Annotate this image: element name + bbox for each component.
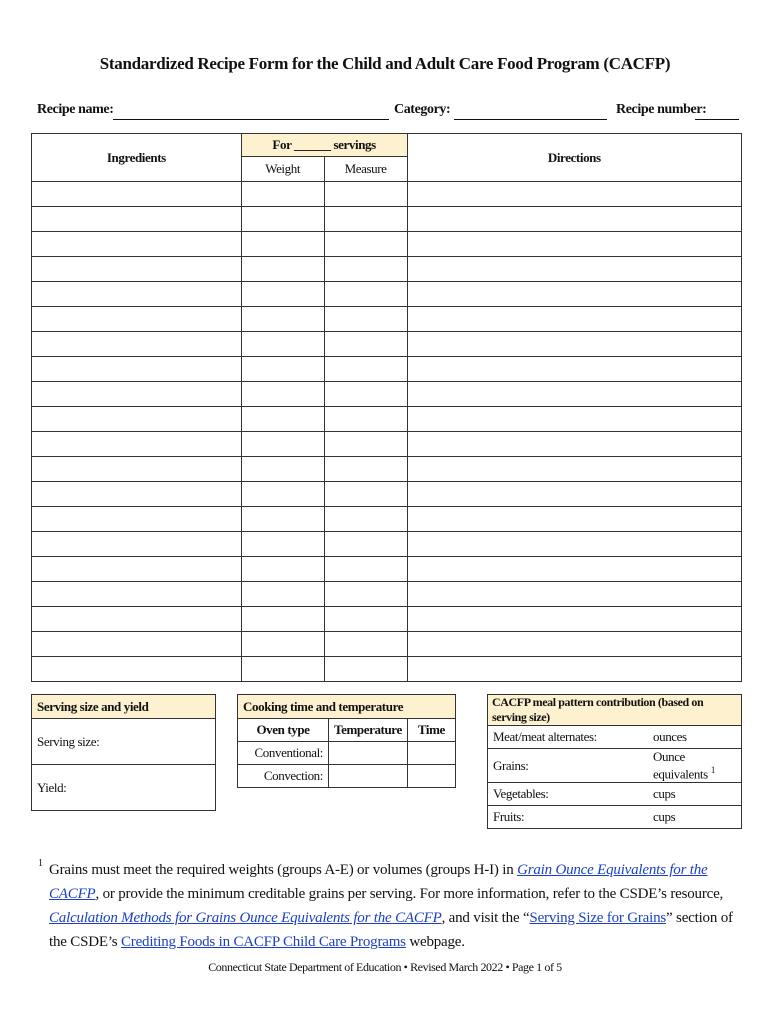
footnote-ref: 1 [710, 765, 715, 775]
measure-cell[interactable] [324, 282, 407, 307]
weight-cell[interactable] [241, 432, 324, 457]
directions-cell[interactable] [407, 507, 741, 532]
measure-cell[interactable] [324, 207, 407, 232]
directions-cell[interactable] [407, 382, 741, 407]
measure-cell[interactable] [324, 332, 407, 357]
meal-pattern-box [487, 694, 742, 829]
ingredient-cell[interactable] [32, 482, 242, 507]
ingredient-row [32, 482, 742, 507]
cooking-box [237, 694, 456, 788]
meal-pattern-row [488, 726, 742, 749]
meal-pattern-unit-text: ounces [653, 729, 687, 744]
meal-pattern-unit[interactable] [648, 726, 742, 749]
weight-cell[interactable] [241, 382, 324, 407]
ingredient-row [32, 457, 742, 482]
ingredient-cell[interactable] [32, 357, 242, 382]
ingredients-table [31, 133, 742, 682]
ingredient-cell[interactable] [32, 282, 242, 307]
meal-pattern-unit-text: cups [653, 786, 676, 802]
meal-pattern-unit[interactable] [648, 749, 742, 783]
ingredients-header: Ingredients [32, 134, 242, 182]
weight-cell[interactable] [241, 232, 324, 257]
ingredient-cell[interactable] [32, 557, 242, 582]
ingredient-row [32, 357, 742, 382]
yield-label[interactable]: Yield: [32, 765, 216, 811]
ingredient-row [32, 532, 742, 557]
weight-cell[interactable] [241, 307, 324, 332]
footnote-text-3: , and visit the “ [441, 910, 530, 926]
category-field[interactable] [454, 119, 607, 120]
directions-cell[interactable] [407, 232, 741, 257]
measure-header: Measure [324, 157, 407, 182]
directions-cell[interactable] [407, 432, 741, 457]
meal-pattern-unit-text: cups [653, 809, 676, 825]
weight-cell[interactable] [241, 332, 324, 357]
measure-cell[interactable] [324, 557, 407, 582]
weight-cell[interactable] [241, 207, 324, 232]
ingredient-row [32, 607, 742, 632]
ingredient-row [32, 632, 742, 657]
directions-cell[interactable] [407, 407, 741, 432]
ingredient-cell[interactable] [32, 407, 242, 432]
meal-pattern-header: CACFP meal pattern contribution (based on serving size) [488, 695, 742, 726]
grain-ounce-equivalents-link[interactable]: Grain Ounce Equivalents for the CACFP [49, 862, 708, 902]
meal-pattern-row [488, 783, 742, 806]
category-label: Category: [394, 102, 451, 117]
directions-cell[interactable] [407, 482, 741, 507]
meal-pattern-label: Meat/meat alternates: [488, 726, 649, 749]
weight-cell[interactable] [241, 482, 324, 507]
ingredient-row [32, 507, 742, 532]
ingredient-row [32, 307, 742, 332]
ingredient-cell[interactable] [32, 657, 242, 682]
measure-cell[interactable] [324, 632, 407, 657]
ingredient-cell[interactable] [32, 432, 242, 457]
weight-cell[interactable] [241, 407, 324, 432]
ingredient-cell[interactable] [32, 307, 242, 332]
directions-cell[interactable] [407, 557, 741, 582]
page-footer: Connecticut State Department of Education • Revised March 2022 • Page 1 of 5 [208, 960, 562, 974]
ingredient-row [32, 557, 742, 582]
ingredient-cell[interactable] [32, 207, 242, 232]
ingredient-cell[interactable] [32, 457, 242, 482]
ingredient-row [32, 407, 742, 432]
measure-cell[interactable] [324, 232, 407, 257]
convection-time-cell[interactable] [407, 765, 455, 788]
ingredient-row [32, 382, 742, 407]
weight-cell[interactable] [241, 507, 324, 532]
measure-cell[interactable] [324, 257, 407, 282]
weight-cell[interactable] [241, 557, 324, 582]
ingredient-row [32, 257, 742, 282]
directions-cell[interactable] [407, 357, 741, 382]
directions-cell[interactable] [407, 207, 741, 232]
footnote-text-1: Grains must meet the required weights (groups A-E) or volumes (groups H-I) in [49, 862, 518, 878]
meal-pattern-label: Fruits: [488, 806, 649, 829]
footnote-text-4: ” section of the CSDE’s [49, 910, 733, 950]
ingredient-row [32, 282, 742, 307]
measure-cell[interactable] [324, 307, 407, 332]
ingredient-cell[interactable] [32, 257, 242, 282]
measure-cell[interactable] [324, 357, 407, 382]
oven-type-header: Oven type [238, 719, 329, 742]
meal-pattern-unit[interactable] [648, 783, 742, 806]
weight-cell[interactable] [241, 657, 324, 682]
serving-size-for-grains-link[interactable]: Serving Size for Grains [529, 910, 667, 926]
cooking-header: Cooking time and temperature [238, 695, 456, 719]
ingredient-cell[interactable] [32, 507, 242, 532]
weight-cell[interactable] [241, 607, 324, 632]
serving-size-label[interactable]: Serving size: [32, 719, 216, 765]
meal-pattern-unit[interactable] [648, 806, 742, 829]
measure-cell[interactable] [324, 607, 407, 632]
footnote-text-2: , or provide the minimum creditable grains per serving. For more information, refer to the CSDE’s resource, [95, 886, 724, 902]
time-header: Time [407, 719, 455, 742]
weight-cell[interactable] [241, 532, 324, 557]
directions-cell[interactable] [407, 182, 741, 207]
ingredient-row [32, 432, 742, 457]
ingredient-row [32, 657, 742, 682]
weight-cell[interactable] [241, 457, 324, 482]
ingredient-row [32, 182, 742, 207]
conventional-time-cell[interactable] [407, 742, 455, 765]
meal-pattern-unit-text: Ounce equivalents [653, 749, 708, 782]
serving-yield-header: Serving size and yield [32, 695, 216, 719]
meal-pattern-label: Grains: [488, 749, 649, 783]
meal-pattern-row [488, 749, 742, 783]
calculation-methods-link[interactable]: Calculation Methods for Grains Ounce Equivalents for the CACFP [49, 910, 442, 926]
directions-cell[interactable] [407, 307, 741, 332]
directions-cell[interactable] [407, 282, 741, 307]
directions-cell[interactable] [407, 607, 741, 632]
directions-header: Directions [407, 134, 741, 182]
meal-pattern-row [488, 806, 742, 829]
measure-cell[interactable] [324, 507, 407, 532]
directions-cell[interactable] [407, 457, 741, 482]
directions-cell[interactable] [407, 632, 741, 657]
conventional-temperature-cell[interactable] [329, 742, 408, 765]
measure-cell[interactable] [324, 657, 407, 682]
ingredient-cell[interactable] [32, 532, 242, 557]
directions-cell[interactable] [407, 332, 741, 357]
ingredient-row [32, 332, 742, 357]
measure-cell[interactable] [324, 457, 407, 482]
weight-header: Weight [241, 157, 324, 182]
weight-cell[interactable] [241, 182, 324, 207]
measure-cell[interactable] [324, 582, 407, 607]
ingredient-cell[interactable] [32, 182, 242, 207]
measure-cell[interactable] [324, 382, 407, 407]
ingredient-row [32, 207, 742, 232]
recipe-number-field[interactable] [695, 119, 739, 120]
ingredient-cell[interactable] [32, 582, 242, 607]
temperature-header: Temperature [329, 719, 408, 742]
weight-cell[interactable] [241, 582, 324, 607]
footnote-text-5: webpage. [405, 934, 465, 950]
weight-cell[interactable] [241, 257, 324, 282]
recipe-name-label: Recipe name: [37, 102, 114, 117]
ingredient-cell[interactable] [32, 382, 242, 407]
serving-yield-box [31, 694, 216, 811]
footnote-marker: 1 [38, 858, 43, 869]
meal-pattern-label: Vegetables: [488, 783, 649, 806]
form-title: Standardized Recipe Form for the Child and Adult Care Food Program (CACFP) [99, 54, 671, 73]
directions-cell[interactable] [407, 532, 741, 557]
weight-cell[interactable] [241, 632, 324, 657]
directions-cell[interactable] [407, 257, 741, 282]
measure-cell[interactable] [324, 482, 407, 507]
ingredient-cell[interactable] [32, 632, 242, 657]
measure-cell[interactable] [324, 432, 407, 457]
convection-label: Convection: [238, 765, 329, 788]
convection-temperature-cell[interactable] [329, 765, 408, 788]
directions-cell[interactable] [407, 582, 741, 607]
footnote [49, 858, 749, 954]
weight-cell[interactable] [241, 282, 324, 307]
ingredient-row [32, 582, 742, 607]
measure-cell[interactable] [324, 407, 407, 432]
ingredient-cell[interactable] [32, 232, 242, 257]
for-servings-header: For ______ servings [241, 134, 407, 157]
ingredient-row [32, 232, 742, 257]
recipe-name-field[interactable] [113, 119, 389, 120]
recipe-number-label: Recipe number: [616, 102, 707, 117]
ingredient-cell[interactable] [32, 607, 242, 632]
crediting-foods-link[interactable]: Crediting Foods in CACFP Child Care Programs [120, 934, 406, 950]
weight-cell[interactable] [241, 357, 324, 382]
ingredient-cell[interactable] [32, 332, 242, 357]
conventional-label: Conventional: [238, 742, 329, 765]
measure-cell[interactable] [324, 182, 407, 207]
directions-cell[interactable] [407, 657, 741, 682]
measure-cell[interactable] [324, 532, 407, 557]
